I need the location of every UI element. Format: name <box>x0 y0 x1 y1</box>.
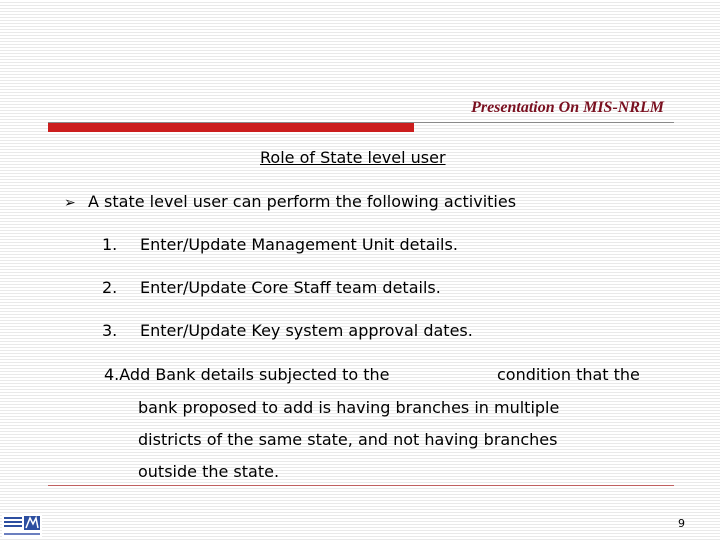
presentation-title: Presentation On MIS-NRLM <box>471 99 664 116</box>
item4-line3: districts of the same state, and not having branches <box>138 430 558 449</box>
item4-lead: 4.Add Bank details subjected to the <box>104 365 390 384</box>
header-accent-bar <box>48 123 414 132</box>
bullet-row <box>64 192 516 211</box>
list-item-text: Enter/Update Management Unit details. <box>140 235 458 254</box>
list-item-text: Enter/Update Key system approval dates. <box>140 321 473 340</box>
list-item-number: 1. <box>102 235 118 254</box>
list-item-number: 3. <box>102 321 118 340</box>
item4-line2: bank proposed to add is having branches in multiple <box>138 398 560 417</box>
item4-line4: outside the state. <box>138 462 280 481</box>
arrow-bullet-icon: ➢ <box>64 195 76 211</box>
slide-title: Role of State level user <box>260 148 446 167</box>
bullet-text: A state level user can perform the following activities <box>88 192 517 211</box>
list-item-number: 2. <box>102 278 118 297</box>
nrlm-logo-icon <box>2 514 42 542</box>
page-number: 9 <box>678 517 685 530</box>
item4-lead-tail: condition that the <box>497 365 640 384</box>
footer-rule <box>48 485 674 486</box>
list-item-text: Enter/Update Core Staff team details. <box>140 278 441 297</box>
